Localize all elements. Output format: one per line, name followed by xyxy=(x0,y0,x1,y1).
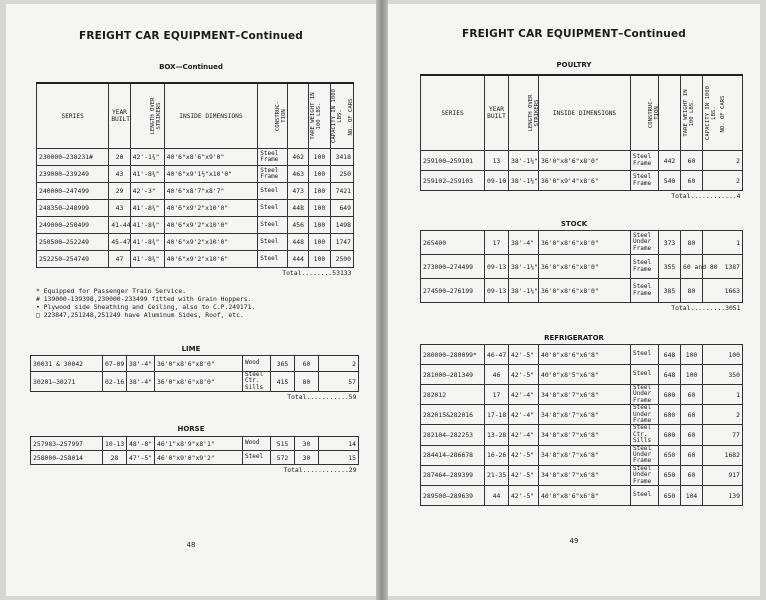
table-row xyxy=(31,372,359,392)
cell-year: 13-28 xyxy=(485,425,509,445)
cell-inside: 40'0"x8'6"x6'8" xyxy=(539,486,631,506)
cell-year: 09-13 xyxy=(485,279,509,303)
cell-inside: 40'0"x8'6"x6'8" xyxy=(539,345,631,365)
col-construction-label: CONSTRUC- TION xyxy=(275,100,288,132)
table-row xyxy=(31,437,359,451)
cell-tare: 365 xyxy=(271,356,295,372)
table-row xyxy=(37,200,354,217)
cell-tare: 444 xyxy=(288,251,309,268)
r-col-series-header: SERIES xyxy=(421,75,485,151)
cell-tare: 600 xyxy=(659,425,681,445)
cell-length: 42'-5" xyxy=(509,345,539,365)
cell-cap: 104 xyxy=(681,486,703,506)
cell-cons: Steel xyxy=(631,345,659,365)
cell-series: 280000–280099* xyxy=(421,345,485,365)
cell-year: 47 xyxy=(109,251,130,268)
cell-cap: 100 xyxy=(309,200,330,217)
r-col-length-label: LENGTH OVER STRIKERS xyxy=(528,94,540,132)
cell-inside: 36'0"x8'6"x8'0" xyxy=(539,255,631,279)
cell-length: 38'-1¼" xyxy=(509,151,539,171)
cell-cons: Steel Ctr. Sills xyxy=(243,372,271,392)
r-col-construction-header xyxy=(631,75,659,151)
table-row xyxy=(37,217,354,234)
table-row xyxy=(421,151,743,171)
cell-cap: 100 xyxy=(681,345,703,365)
table-row xyxy=(421,465,743,485)
stock-subtitle: STOCK xyxy=(560,220,588,228)
cell-tare: 600 xyxy=(659,405,681,425)
cell-series: 282015&282016 xyxy=(421,405,485,425)
cell-series: 252250–254749 xyxy=(37,251,109,268)
lime-table xyxy=(30,355,359,402)
col-length-header xyxy=(130,83,164,149)
cell-length: 38'-1¼" xyxy=(509,279,539,303)
cell-cons: Steel Frame xyxy=(631,171,659,191)
cell-inside: 40'6"x9'2"x10'0" xyxy=(164,200,258,217)
cell-cap: 80 xyxy=(295,372,319,392)
cell-year: 43 xyxy=(109,166,130,183)
cell-tare: 650 xyxy=(659,445,681,465)
cell-cap: 60 xyxy=(681,385,703,405)
cell-inside: 40'6"x9'1½"x10'0" xyxy=(164,166,258,183)
cell-year: 09-10 xyxy=(485,171,509,191)
cell-length: 41'-8¾" xyxy=(130,217,164,234)
footnote-2: # 139000-139398,230000-233499 fitted with Grain Hoppers. xyxy=(36,295,252,303)
cell-inside: 36'0"x8'6"x8'0" xyxy=(539,151,631,171)
cell-inside: 40'6"x9'2"x10'0" xyxy=(164,234,258,251)
cell-series: 239000–239249 xyxy=(37,166,109,183)
col-year-header: YEAR BUILT xyxy=(109,83,130,149)
cell-series: 273000–274499 xyxy=(421,255,485,279)
cell-tare: 650 xyxy=(659,465,681,485)
cell-inside: 40'0"x8'5"x6'8" xyxy=(539,365,631,385)
cell-cons: Steel xyxy=(258,251,288,268)
cell-cars: 1 xyxy=(703,385,743,405)
table-row xyxy=(421,365,743,385)
cell-series: 281000–281349 xyxy=(421,365,485,385)
cell-cap: 30 xyxy=(295,437,319,451)
horse-subtitle: HORSE xyxy=(177,425,205,433)
cell-length: 41'-8¾" xyxy=(130,166,164,183)
cell-cap: 30 xyxy=(295,451,319,465)
left-page-number: 48 xyxy=(186,541,196,549)
cell-series: 274500–276199 xyxy=(421,279,485,303)
cell-cap: 60 xyxy=(681,445,703,465)
cell-year: 02-16 xyxy=(103,372,127,392)
cell-series: 289500–289639 xyxy=(421,486,485,506)
r-col-year-header: YEAR BUILT xyxy=(485,75,509,151)
cell-tare: 385 xyxy=(659,279,681,303)
cell-length: 41'-8¾" xyxy=(130,234,164,251)
table-row xyxy=(421,486,743,506)
cell-cars: 250 xyxy=(330,166,353,183)
table-row xyxy=(37,251,354,268)
cell-year: 43 xyxy=(109,200,130,217)
cell-year: 29 xyxy=(109,183,130,200)
cell-cars: 3418 xyxy=(330,149,353,166)
cell-cap: 60 xyxy=(681,405,703,425)
r-col-capacity-label: CAPACITY IN 1000 LBS. xyxy=(705,86,717,140)
col-cars-label: NO. OF CARS xyxy=(347,97,354,136)
cell-inside: 36'0"x9'4"x8'6" xyxy=(539,171,631,191)
cell-length: 38'-4" xyxy=(509,231,539,255)
refrigerator-table xyxy=(420,344,743,506)
cell-cars: 1498 xyxy=(330,217,353,234)
cell-cons: Steel Frame xyxy=(631,279,659,303)
cell-series: 259102–259103 xyxy=(421,171,485,191)
left-page-title: FREIGHT CAR EQUIPMENT–Continued xyxy=(79,30,303,42)
cell-inside: 36'0"x8'6"x8'0" xyxy=(539,231,631,255)
cell-series: 30031 & 30042 xyxy=(31,356,103,372)
cell-cons: Steel xyxy=(258,183,288,200)
cell-cons: Steel xyxy=(243,451,271,465)
cell-cars: 1 xyxy=(703,231,743,255)
cell-cars: 1682 xyxy=(703,445,743,465)
box-continued-subtitle: BOX—Continued xyxy=(159,63,223,71)
footnote-1: * Equipped for Passenger Train Service. xyxy=(36,287,187,295)
col-tare-header xyxy=(288,83,323,149)
total-value: Total.........3051 xyxy=(421,303,743,313)
cell-length: 42'-1¾" xyxy=(130,149,164,166)
cell-cap: 100 xyxy=(309,166,330,183)
cell-cars: 7421 xyxy=(330,183,353,200)
cell-tare: 373 xyxy=(659,231,681,255)
cell-tare: 473 xyxy=(288,183,309,200)
cell-cars: 2 xyxy=(703,405,743,425)
cell-cons: Steel Under Frame xyxy=(631,465,659,485)
total-row xyxy=(37,268,354,278)
cell-tare: 456 xyxy=(288,217,309,234)
cell-cars: 649 xyxy=(330,200,353,217)
total-value: Total...........59 xyxy=(31,392,359,402)
footnote-4: □ 223847,251248,251249 have Aluminum Sides, Roof, etc. xyxy=(36,311,244,319)
table-row xyxy=(421,255,743,279)
cell-cars: 2500 xyxy=(330,251,353,268)
r-col-tare-label: TARE WEIGHT IN 100 LBS. xyxy=(683,89,695,137)
cell-year: 41-44 xyxy=(109,217,130,234)
book-spine xyxy=(376,0,388,600)
table-row xyxy=(421,405,743,425)
cell-tare: 442 xyxy=(659,151,681,171)
horse-table xyxy=(30,436,359,475)
cell-cap: 60 xyxy=(681,425,703,445)
right-page xyxy=(388,4,760,596)
cell-year: 20 xyxy=(109,149,130,166)
cell-length: 41'-8¾" xyxy=(130,200,164,217)
total-value: Total........53133 xyxy=(37,268,354,278)
cell-cons: Steel xyxy=(631,486,659,506)
table-row xyxy=(421,385,743,405)
cell-tare: 462 xyxy=(288,149,309,166)
cell-year: 46 xyxy=(485,365,509,385)
cell-cars: 350 xyxy=(703,365,743,385)
cell-length: 38'-4" xyxy=(127,372,155,392)
cell-cons: Steel xyxy=(258,217,288,234)
right-page-number: 49 xyxy=(569,537,579,545)
cell-tare: 415 xyxy=(271,372,295,392)
cell-cons: Steel xyxy=(631,365,659,385)
cell-year: 16-26 xyxy=(485,445,509,465)
poultry-subtitle: POULTRY xyxy=(556,61,592,69)
cell-length: 42'-3" xyxy=(130,183,164,200)
total-row xyxy=(31,392,359,402)
cell-cons: Steel xyxy=(258,234,288,251)
r-col-length-header xyxy=(509,75,539,151)
cell-cons: Steel Under Frame xyxy=(631,445,659,465)
cell-series: 282104–282253 xyxy=(421,425,485,445)
cell-inside: 34'8"x8'7"x6'8" xyxy=(539,425,631,445)
cell-year: 13 xyxy=(485,151,509,171)
left-page xyxy=(6,4,376,596)
cell-inside: 46'1"x8'9"x8'1" xyxy=(155,437,243,451)
cell-cons: Steel Ctr. Sills xyxy=(631,425,659,445)
table-row xyxy=(37,166,354,183)
table-row xyxy=(37,183,354,200)
col-tare-label: TARE WEIGHT IN 100 LBS. xyxy=(310,92,323,140)
cell-cars: 15 xyxy=(319,451,359,465)
cell-tare: 463 xyxy=(288,166,309,183)
cell-cons: Steel xyxy=(258,200,288,217)
col-length-label: LENGTH OVER STRIKERS xyxy=(149,97,162,135)
cell-inside: 36'0"x8'6"x8'0" xyxy=(155,356,243,372)
cell-cap: 100 xyxy=(681,365,703,385)
cell-tare: 540 xyxy=(659,171,681,191)
cell-inside: 34'8"x8'7"x6'8" xyxy=(539,465,631,485)
cell-tare: 648 xyxy=(659,345,681,365)
cell-tare: 448 xyxy=(288,234,309,251)
cell-length: 42'-5" xyxy=(509,465,539,485)
cell-cars: 2 xyxy=(703,171,743,191)
r-col-inside-header: INSIDE DIMENSIONS xyxy=(539,75,631,151)
table-row xyxy=(31,451,359,465)
cell-length: 42'-4" xyxy=(509,425,539,445)
cell-year: 17 xyxy=(485,231,509,255)
cell-cars: 917 xyxy=(703,465,743,485)
table-row xyxy=(31,356,359,372)
cell-cap: 60 xyxy=(681,171,703,191)
cell-cap: 60 xyxy=(681,465,703,485)
total-row xyxy=(421,191,743,201)
cell-inside: 40'6"x8'7"x8'7" xyxy=(164,183,258,200)
cell-cars: 139 xyxy=(703,486,743,506)
lime-subtitle: LIME xyxy=(181,345,201,353)
cell-series: 249000–250499 xyxy=(37,217,109,234)
table-row xyxy=(37,234,354,251)
cell-series: 258000–258014 xyxy=(31,451,103,465)
cell-inside: 34'8"x8'7"x6'8" xyxy=(539,385,631,405)
r-col-cars-label: NO. OF CARS xyxy=(720,94,726,133)
cell-inside: 40'6"x9'2"x10'0" xyxy=(164,217,258,234)
cell-series: 257983–257997 xyxy=(31,437,103,451)
stock-table xyxy=(420,230,743,313)
col-series-header: SERIES xyxy=(37,83,109,149)
table-row xyxy=(421,231,743,255)
col-capacity-label: CAPACITY IN 1000 LBS. xyxy=(331,89,344,143)
cell-year: 21-35 xyxy=(485,465,509,485)
cell-cons: Steel Frame xyxy=(631,151,659,171)
right-page-title: FREIGHT CAR EQUIPMENT–Continued xyxy=(462,28,686,40)
cell-cap: 60 xyxy=(295,356,319,372)
cell-length: 42'-4" xyxy=(509,385,539,405)
cell-cars: 1747 xyxy=(330,234,353,251)
cell-year: 09-13 xyxy=(485,255,509,279)
cell-length: 38'-4" xyxy=(127,356,155,372)
cell-cap: 100 xyxy=(309,149,330,166)
cell-length: 38'-1¼" xyxy=(509,171,539,191)
total-row xyxy=(421,303,743,313)
footnote-3: • Plywood side Sheathing and Ceiling, also to C.P.249171. xyxy=(36,303,256,311)
cell-cars: 1663 xyxy=(703,279,743,303)
cell-cap: 100 xyxy=(309,217,330,234)
col-construction-header xyxy=(258,83,288,149)
cell-cons: Steel Frame xyxy=(258,166,288,183)
cell-cars: 1387 xyxy=(703,255,743,279)
cell-cap: 100 xyxy=(309,234,330,251)
cell-series: 250500–252249 xyxy=(37,234,109,251)
cell-cars: 100 xyxy=(703,345,743,365)
cell-series: 30201–30271 xyxy=(31,372,103,392)
cell-cons: Steel Under Frame xyxy=(631,385,659,405)
box-table xyxy=(36,82,354,278)
cell-series: 284414–286678 xyxy=(421,445,485,465)
col-inside-header: INSIDE DIMENSIONS xyxy=(164,83,258,149)
cell-year: 46-47 xyxy=(485,345,509,365)
table-row xyxy=(37,149,354,166)
cell-cap: 60 xyxy=(681,151,703,171)
cell-length: 41'-8¾" xyxy=(130,251,164,268)
table-row xyxy=(421,171,743,191)
cell-year: 10-13 xyxy=(103,437,127,451)
cell-series: 287464–289399 xyxy=(421,465,485,485)
cell-series: 259100–259101 xyxy=(421,151,485,171)
cell-length: 42'-5" xyxy=(509,486,539,506)
cell-cons: Steel Frame xyxy=(631,255,659,279)
cell-inside: 40'6"x8'6"x9'0" xyxy=(164,149,258,166)
cell-tare: 355 xyxy=(659,255,681,279)
cell-inside: 36'0"x8'6"x8'0" xyxy=(155,372,243,392)
total-value: Total............4 xyxy=(421,191,743,201)
cell-tare: 448 xyxy=(288,200,309,217)
footnotes xyxy=(36,287,255,319)
table-row xyxy=(421,345,743,365)
cell-series: 230000–238231# xyxy=(37,149,109,166)
table-row xyxy=(421,445,743,465)
cell-cons: Wood xyxy=(243,356,271,372)
cell-cars: 2 xyxy=(703,151,743,171)
r-col-tare-header xyxy=(659,75,695,151)
cell-year: 07-09 xyxy=(103,356,127,372)
total-value: Total............29 xyxy=(31,465,359,475)
cell-cons: Steel Under Frame xyxy=(631,231,659,255)
cell-length: 42'-5" xyxy=(509,445,539,465)
cell-tare: 650 xyxy=(659,486,681,506)
cell-inside: 34'8"x8'7"x6'8" xyxy=(539,405,631,425)
cell-series: 282012 xyxy=(421,385,485,405)
cell-cap: 100 xyxy=(309,251,330,268)
cell-length: 42'-5" xyxy=(509,365,539,385)
cell-inside: 34'8"x8'7"x6'8" xyxy=(539,445,631,465)
cell-cons: Steel Frame xyxy=(258,149,288,166)
total-row xyxy=(31,465,359,475)
cell-year: 28 xyxy=(103,451,127,465)
cell-series: 265400 xyxy=(421,231,485,255)
cell-length: 38'-1¼" xyxy=(509,255,539,279)
cell-cons: Steel Under Frame xyxy=(631,405,659,425)
cell-cap: 60 and 80 xyxy=(681,255,703,279)
cell-inside: 40'6"x9'2"x10'6" xyxy=(164,251,258,268)
cell-tare: 600 xyxy=(659,385,681,405)
cell-tare: 515 xyxy=(271,437,295,451)
cell-series: 240000–247499 xyxy=(37,183,109,200)
cell-year: 45-47 xyxy=(109,234,130,251)
cell-length: 47'-5" xyxy=(127,451,155,465)
cell-cars: 57 xyxy=(319,372,359,392)
cell-cons: Wood xyxy=(243,437,271,451)
cell-cap: 100 xyxy=(309,183,330,200)
cell-year: 17 xyxy=(485,385,509,405)
refrigerator-subtitle: REFRIGERATOR xyxy=(544,334,604,342)
cell-cars: 77 xyxy=(703,425,743,445)
cell-year: 17-18 xyxy=(485,405,509,425)
cell-inside: 36'0"x8'6"x8'0" xyxy=(539,279,631,303)
cell-cap: 80 xyxy=(681,279,703,303)
poultry-table xyxy=(420,74,743,201)
table-row xyxy=(421,425,743,445)
r-col-construction-label: CONSTRUC- TION xyxy=(648,97,660,129)
cell-inside: 46'0"x9'0"x9'2" xyxy=(155,451,243,465)
cell-cap: 80 xyxy=(681,231,703,255)
cell-length: 48'-8" xyxy=(127,437,155,451)
cell-cars: 14 xyxy=(319,437,359,451)
cell-year: 44 xyxy=(485,486,509,506)
cell-series: 248350–248999 xyxy=(37,200,109,217)
cell-cars: 2 xyxy=(319,356,359,372)
cell-length: 42'-4" xyxy=(509,405,539,425)
cell-tare: 572 xyxy=(271,451,295,465)
cell-tare: 648 xyxy=(659,365,681,385)
table-row xyxy=(421,279,743,303)
